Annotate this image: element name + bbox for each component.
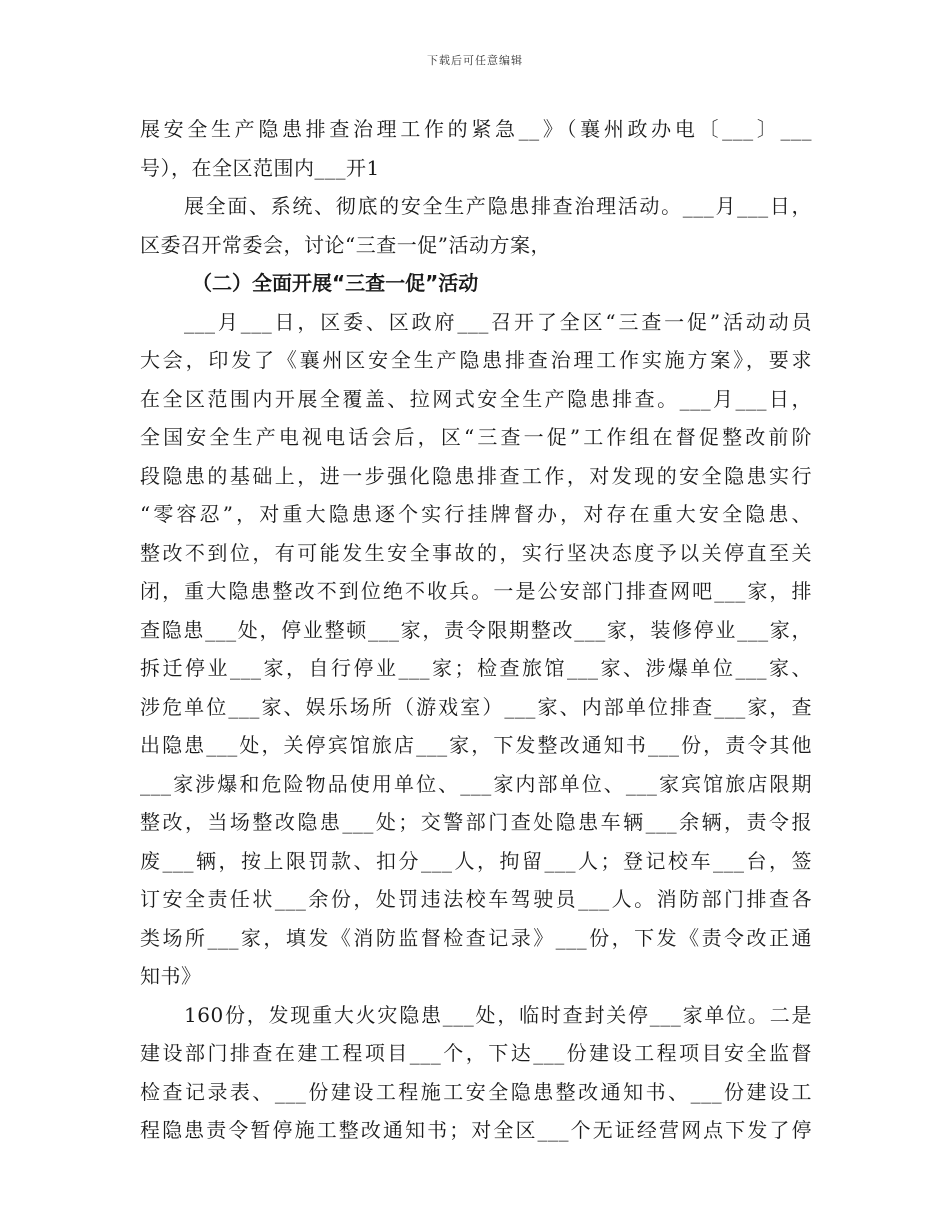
text-line: ___月___日，区委、区政府___召开了全区“三查一促”活动动员 (184, 309, 812, 334)
text-line: 在全区范围内开展全覆盖、拉网式安全生产隐患排查。___月___日， (140, 386, 812, 411)
text-line: 段隐患的基础上，进一步强化隐患排查工作，对发现的安全隐患实行 (140, 463, 812, 488)
paragraph-block-main (140, 303, 812, 1150)
text-line: 全国安全生产电视电话会后，区“三查一促”工作组在督促整改前阶 (140, 425, 812, 449)
text-line: 检查记录表、___份建设工程施工安全隐患整改通知书、___份建设工 (140, 1079, 812, 1104)
section-heading: （二）全面开展“三查一促”活动 (192, 271, 479, 295)
text-line: 展全面、系统、彻底的安全生产隐患排查治理活动。___月___日， (184, 194, 812, 218)
text-line: 出隐患___处，关停宾馆旅店___家，下发整改通知书___份，责令其他 (140, 733, 812, 757)
text-line: 大会，印发了《襄州区安全生产隐患排查治理工作实施方案》，要求 (140, 348, 812, 372)
text-line: 知书》 (140, 964, 202, 988)
document-body (140, 110, 812, 1150)
page-header-note: 下载后可任意编辑 (427, 54, 523, 67)
text-line: 整改，当场整改隐患___处；交警部门查处隐患车辆___余辆，责令报 (140, 810, 812, 834)
text-line: 展安全生产隐患排查治理工作的紧急__》（襄州政办电〔___〕___ (140, 117, 812, 141)
text-line: 区委召开常委会，讨论“三查一促”活动方案， (140, 232, 551, 257)
text-line: 类场所___家，填发《消防监督检查记录》___份，下发《责令改正通 (140, 925, 812, 950)
text-line: “零容忍”，对重大隐患逐个实行挂牌督办，对存在重大安全隐患、 (140, 502, 812, 526)
text-line: 涉危单位___家、娱乐场所（游戏室）___家、内部单位排查___家，查 (140, 694, 812, 719)
text-line: 程隐患责令暂停施工整改通知书；对全区___个无证经营网点下发了停 (140, 1118, 812, 1142)
paragraph-block-intro (140, 110, 812, 264)
text-line: 闭，重大隐患整改不到位绝不收兵。一是公安部门排查网吧___家，排 (140, 579, 812, 603)
text-line: 废___辆，按上限罚款、扣分___人，拘留___人；登记校车___台，签 (140, 848, 812, 873)
text-line: 建设部门排查在建工程项目___个，下达___份建设工程项目安全监督 (140, 1041, 812, 1065)
text-line: 查隐患___处，停业整顿___家，责令限期整改___家，装修停业___家， (140, 617, 812, 642)
text-line: 整改不到位，有可能发生安全事故的，实行坚决态度予以关停直至关 (140, 540, 812, 565)
text-line: ___家涉爆和危险物品使用单位、___家内部单位、___家宾馆旅店限期 (140, 771, 812, 796)
text-line: 号），在全区范围内___开1 (140, 155, 380, 180)
text-line: 订安全责任状___余份，处罚违法校车驾驶员___人。消防部门排查各 (140, 887, 812, 911)
text-line: 拆迁停业___家，自行停业___家；检查旅馆___家、涉爆单位___家、 (140, 656, 812, 680)
text-line: 160份，发现重大火灾隐患___处，临时查封关停___家单位。二是 (184, 1002, 812, 1027)
